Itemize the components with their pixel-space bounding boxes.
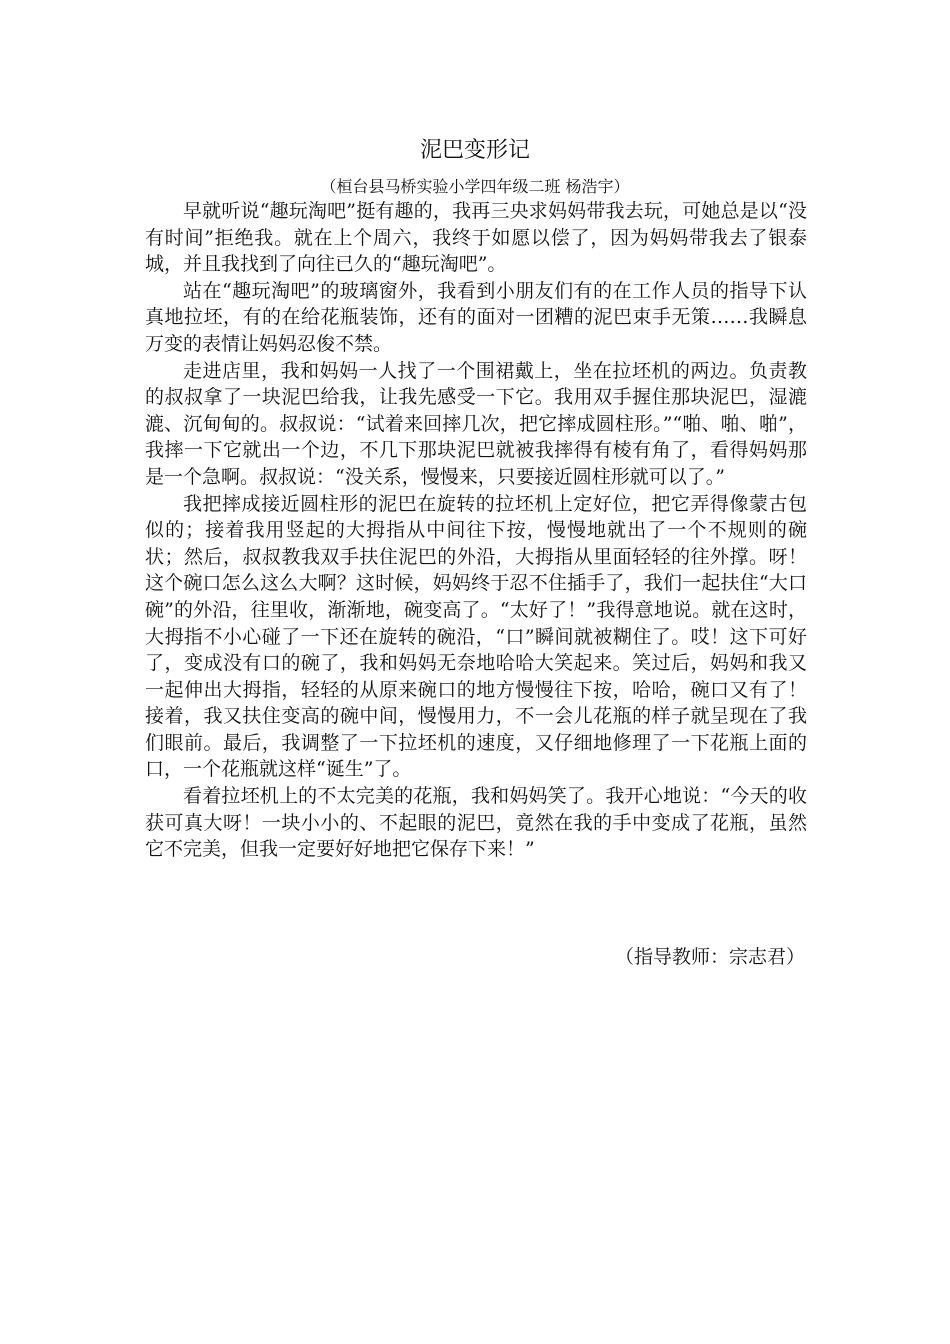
teacher-note: （指导教师：宗志君） bbox=[614, 946, 805, 968]
paragraph: 看着拉坯机上的不太完美的花瓶，我和妈妈笑了。我开心地说：“今天的收获可真大呀！一块小小的、不起眼的泥巴，竟然在我的手中变成了花瓶，虽然它不完美，但我一定要好好地把它保存下来！” bbox=[145, 785, 807, 861]
author-byline: （桓台县马桥实验小学四年级二班 杨浩宇） bbox=[320, 177, 630, 196]
essay-title: 泥巴变形记 bbox=[419, 138, 530, 163]
paragraph: 走进店里，我和妈妈一人找了一个围裙戴上，坐在拉坯机的两边。负责教的叔叔拿了一块泥巴给我，让我先感受一下它。我用双手握住那块泥巴，湿漉漉、沉甸甸的。叔叔说：“试着来回摔几次，把它摔成圆柱形。”“啪、啪、啪”，我摔一下它就出一个边，不几下那块泥巴就被我摔得有棱有角了，看得妈妈那是一个急啊。叔叔说：“没关系，慢慢来，只要接近圆柱形就可以了。” bbox=[145, 359, 807, 488]
paragraph: 早就听说“趣玩淘吧”挺有趣的，我再三央求妈妈带我去玩，可她总是以“没有时间”拒绝我。就在上个周六，我终于如愿以偿了，因为妈妈带我去了银泰城，并且我找到了向往已久的“趣玩淘吧”。 bbox=[145, 200, 807, 276]
essay-body bbox=[145, 198, 807, 863]
paragraph: 站在“趣玩淘吧”的玻璃窗外，我看到小朋友们有的在工作人员的指导下认真地拉坯，有的在给花瓶装饰，还有的面对一团糟的泥巴束手无策……我瞬息万变的表情让妈妈忍俊不禁。 bbox=[145, 279, 807, 355]
paragraph: 我把摔成接近圆柱形的泥巴在旋转的拉坯机上定好位，把它弄得像蒙古包似的；接着我用竖起的大拇指从中间往下按，慢慢地就出了一个不规则的碗状；然后，叔叔教我双手扶住泥巴的外沿，大拇指从里面轻轻的往外撑。呀！这个碗口怎么这么大啊？这时候，妈妈终于忍不住插手了，我们一起扶住“大口碗”的外沿，往里收，渐渐地，碗变高了。“太好了！”我得意地说。就在这时，大拇指不小心碰了一下还在旋转的碗沿，“口”瞬间就被糊住了。哎！这下可好了，变成没有口的碗了，我和妈妈无奈地哈哈大笑起来。笑过后，妈妈和我又一起伸出大拇指，轻轻的从原来碗口的地方慢慢往下按，哈哈，碗口又有了！接着，我又扶住变高的碗中间，慢慢用力，不一会儿花瓶的样子就呈现在了我们眼前。最后，我调整了一下拉坯机的速度，又仔细地修理了一下花瓶上面的口，一个花瓶就这样“诞生”了。 bbox=[145, 492, 807, 781]
